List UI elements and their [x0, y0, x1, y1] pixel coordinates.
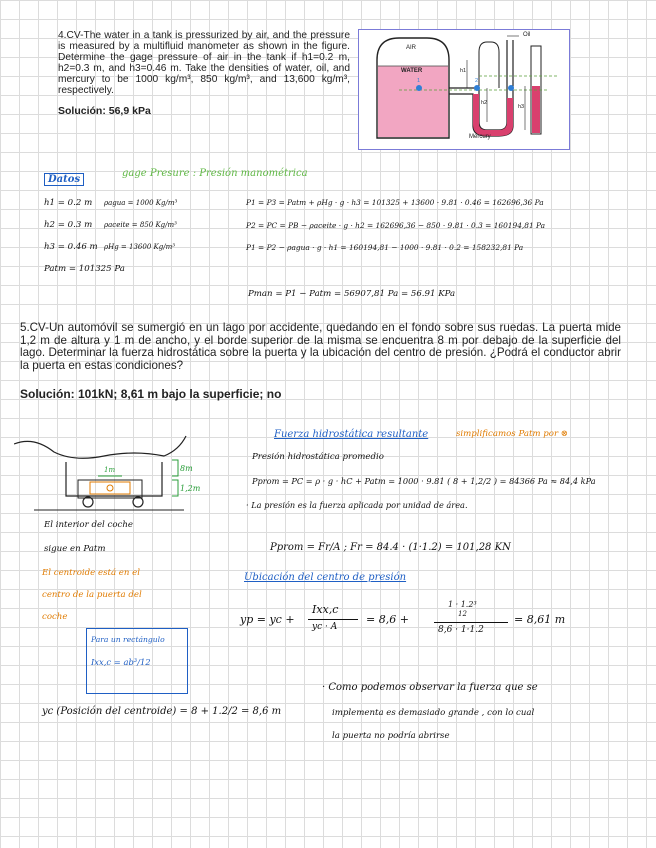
centroid-note-2: centro de la puerta del	[42, 590, 142, 600]
result-pman: Pman = P1 − Patm = 56907,81 Pa = 56.91 KPa	[248, 289, 456, 299]
yp-numerator-2: 1 · 1.2³	[448, 600, 477, 609]
datos-box: Datos	[44, 173, 84, 186]
centroid-note-1: El centroide está en el	[42, 568, 140, 578]
yp-middle: = 8,6 +	[366, 613, 409, 626]
conclusion-line-3: la puerta no podría abrirse	[332, 731, 450, 741]
label-air: AIR	[406, 45, 417, 51]
simplify-note: simplificamos Patm por ⊗	[456, 429, 569, 439]
pressure-definition-note: · La presión es la fuerza aplicada por unidad de área.	[246, 500, 468, 510]
label-oil: Oil	[523, 32, 531, 38]
yp-numerator-2b: 12	[458, 610, 467, 618]
given-h1: h1 = 0.2 m	[44, 198, 93, 208]
given-h3: h3 = 0.46 m	[44, 242, 98, 252]
density-water: ρagua = 1000 Kg/m³	[104, 199, 178, 207]
car-sketch	[14, 432, 204, 522]
label-point-2: 2	[475, 78, 479, 84]
width-label: 1m	[104, 466, 116, 474]
yc-equation: yc (Posición del centroide) = 8 + 1.2/2 = 8,6 m	[42, 706, 282, 717]
label-h1: h1	[460, 68, 467, 74]
given-patm: Patm = 101325 Pa	[44, 264, 125, 274]
yp-denominator-2: 8,6 · 1·1.2	[438, 625, 484, 635]
pprom-equation: Pprom = PC = ρ · g · hC + Patm = 1000 · 9.81 ( 8 + 1,2/2 ) = 84366 Pa ≈ 84,4 kPa	[252, 476, 596, 486]
water-fill	[378, 66, 448, 137]
center-of-pressure-title: Ubicación del centro de presión	[244, 572, 407, 583]
given-h2: h2 = 0.3 m	[44, 220, 93, 230]
problem-5-text: 5.CV-Un automóvil se sumergió en un lago por accidente, quedando en el fondo sobre sus ruedas. La puerta mide 1,2 m de altura y 1 m de ancho, y el borde superior de la misma se encuentra 8 m por debajo de la superficie del lago. Determinar la fuerza hidrostática sobre la puerta y la ubicación del centro de presión. ¿Podrá el conductor abrir la puerta en estas condiciones?	[20, 321, 621, 372]
equation-p1-water: P1 = P2 − ρagua · g · h1 = 160194,81 − 1000 · 9.81 · 0.2 = 158232,81 Pa	[246, 243, 524, 252]
force-title: Fuerza hidrostática resultante	[274, 429, 429, 440]
force-equation: Pprom = Fr/A ; Fr = 84.4 · (1·1.2) = 101,28 KN	[270, 542, 511, 553]
depth-label: 8m	[180, 464, 193, 473]
interior-note-1: El interior del coche	[44, 520, 133, 530]
yp-numerator: Ixx,c	[312, 603, 339, 616]
lake-surface	[14, 436, 186, 458]
label-h2: h2	[481, 100, 488, 106]
gage-pressure-title: gage Presure : Presión manométrica	[122, 168, 308, 179]
car-door	[78, 480, 142, 498]
yp-denominator: yc · A	[312, 622, 338, 632]
density-mercury: ρHg = 13600 Kg/m³	[104, 243, 176, 251]
conclusion-line-2: implementa es demasiado grande , con lo cual	[332, 708, 535, 718]
yp-fraction-bar	[308, 619, 358, 620]
mercury-column-left	[473, 94, 479, 124]
centroid-marker	[107, 485, 113, 491]
problem-4-text: 4.CV-The water in a tank is pressurized by air, and the pressure is measured by a multifluid manometer as shown in the figure. Determine the gage pressure of air in the tank if h1=0.2 m, h2=0.3 m, and h3=0.46 m. Take the densities of water, oil, and mercury to be 1000 kg/m³, 850 kg/m³, and 13,600 kg/m³, respectively.	[58, 30, 350, 96]
avg-pressure-title: Presión hidrostática promedio	[252, 452, 384, 462]
mercury-right	[532, 86, 540, 133]
problem-4-solution: Solución: 56,9 kPa	[58, 105, 151, 117]
label-mercury: Mercury	[469, 134, 491, 140]
conclusion-line-1: · Como podemos observar la fuerza que se	[322, 682, 538, 693]
rect-box-title: Para un rectángulo	[91, 635, 165, 644]
problem-5-solution: Solución: 101kN; 8,61 m bajo la superficie; no	[20, 387, 282, 401]
equation-p2: P2 = PC = PB − ρaceite · g · h2 = 162696,36 − 850 · 9.81 · 0.3 = 160194,81 Pa	[246, 221, 546, 230]
label-point-1: 1	[417, 78, 421, 84]
yp-result: = 8,61 m	[514, 613, 566, 626]
rect-box-formula: Ixx,c = ab³/12	[91, 657, 151, 667]
rectangle-inertia-box	[86, 628, 188, 694]
yp-fraction-bar-2	[434, 622, 508, 623]
car-drawing	[14, 432, 204, 522]
manometer-figure	[358, 29, 570, 150]
equation-p1: P1 = P3 = Patm + ρHg · g · h3 = 101325 + 13600 · 9.81 · 0.46 = 162696,36 Pa	[246, 198, 544, 207]
point-3-marker	[508, 85, 514, 91]
interior-note-2: sigue en Patm	[44, 544, 106, 554]
yp-lhs: yp = yc +	[240, 613, 295, 626]
density-oil: ρaceite = 850 Kg/m³	[104, 221, 177, 229]
door-outline	[90, 482, 130, 494]
label-h3: h3	[518, 104, 525, 110]
point-1-marker	[416, 85, 422, 91]
centroid-note-3: coche	[42, 612, 68, 622]
height-label: 1,2m	[180, 484, 201, 493]
label-water: WATER	[401, 68, 423, 74]
point-2-marker	[474, 85, 480, 91]
manometer-drawing	[359, 30, 569, 149]
